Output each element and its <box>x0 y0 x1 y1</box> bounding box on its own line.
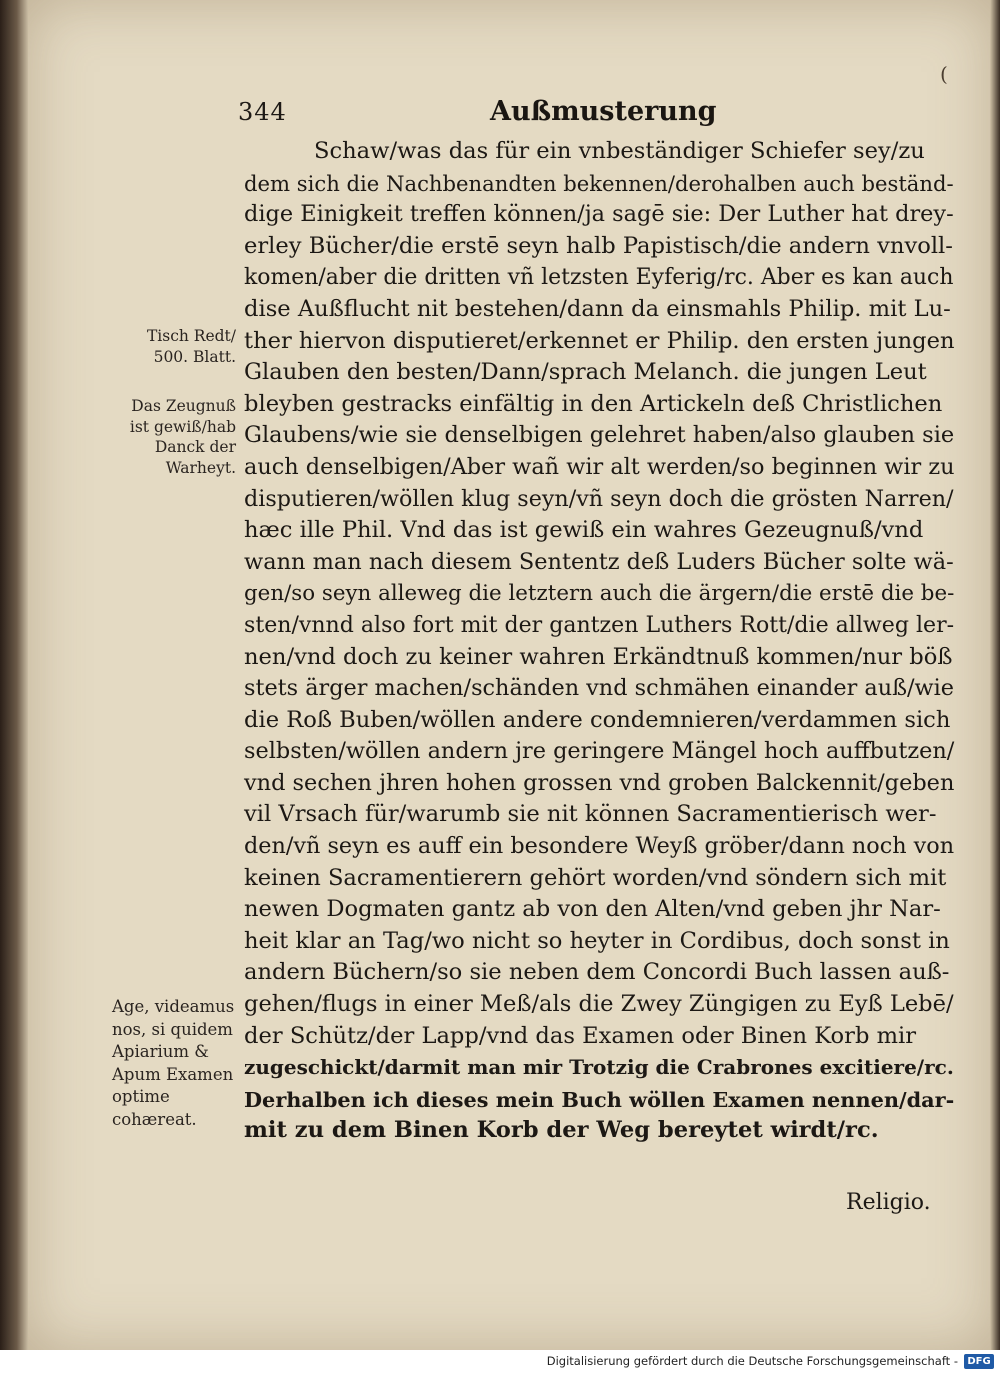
text-line: gen/so seyn alleweg die letztern auch die ärgern/die erstē die be- <box>244 581 955 607</box>
text-line: heit klar an Tag/wo nicht so heyter in Cordibus, doch sonst in <box>244 927 950 954</box>
text-line: dise Außflucht nit bestehen/dann da einsmahls Philip. mit Lu- <box>244 295 951 322</box>
page-number: 344 <box>238 98 287 126</box>
text-line: erley Bücher/die erstē seyn halb Papistisch/die andern vnvoll- <box>244 232 953 259</box>
text-line: selbsten/wöllen andern jre geringere Mängel hoch auffbutzen/ <box>244 738 955 765</box>
text-line: Glauben den besten/Dann/sprach Melanch. die jungen Leut <box>244 359 927 386</box>
text-line: Glaubens/wie sie denselbigen gelehret haben/also glauben sie <box>244 422 955 449</box>
corner-mark: ( <box>940 62 948 86</box>
text-line: disputieren/wöllen klug seyn/vñ seyn doch die grösten Narren/ <box>244 485 954 512</box>
book-spine <box>0 0 28 1350</box>
text-line: nen/vnd doch zu keiner wahren Erkändtnuß kommen/nur böß <box>244 643 953 670</box>
text-line: keinen Sacramentierern gehört worden/vnd söndern sich mit <box>244 864 947 891</box>
text-line: dem sich die Nachbenandten bekennen/derohalben auch beständ- <box>244 170 954 196</box>
footer-bar <box>0 1350 1000 1374</box>
running-head: Außmusterung <box>490 96 717 127</box>
text-line: bleyben gestracks einfältig in den Artickeln deß Christlichen <box>244 390 943 417</box>
text-line: der Schütz/der Lapp/vnd das Examen oder Binen Korb mir <box>244 1022 917 1049</box>
text-line: mit zu dem Binen Korb der Weg bereytet wirdt/rc. <box>244 1117 879 1144</box>
text-line: Derhalben ich dieses mein Buch wöllen Examen nennen/dar- <box>244 1086 955 1112</box>
text-line: vil Vrsach für/warumb sie nit können Sacramentierisch wer- <box>244 801 937 828</box>
page-edge <box>990 0 1000 1350</box>
text-line: auch denselbigen/Aber wañ wir alt werden/so beginnen wir zu <box>244 453 955 480</box>
text-line: newen Dogmaten gantz ab von den Alten/vnd geben jhr Nar- <box>244 896 941 923</box>
dfg-logo-icon: DFG <box>964 1354 994 1369</box>
margin-note-tischredt: Tisch Redt/ 500. Blatt. <box>146 327 236 366</box>
catchword: Religio. <box>846 1190 931 1215</box>
text-line: komen/aber die dritten vñ letzsten Eyferig/rc. Aber es kan auch <box>244 265 954 291</box>
text-line: vnd sechen jhren hohen grossen vnd groben Balckennit/geben <box>244 769 955 796</box>
margin-note-latin: Age, videamus nos, si quidem Apiarium & Apum Examen optime cohæreat. <box>112 997 235 1129</box>
text-line: hæc ille Phil. Vnd das ist gewiß ein wahres Gezeugnuß/vnd <box>244 517 924 544</box>
text-line: dige Einigkeit treffen können/ja sagē sie: Der Luther hat drey- <box>244 201 954 228</box>
margin-note-zeugnuss: Das Zeugnuß ist gewiß/hab Danck der Warheyt. <box>129 397 236 477</box>
text-line: andern Büchern/so sie neben dem Concordi Buch lassen auß- <box>244 959 950 986</box>
text-line: den/vñ seyn es auff ein besondere Weyß gröber/dann noch von <box>244 833 955 860</box>
text-line: Schaw/was das für ein vnbeständiger Schiefer sey/zu <box>314 138 925 164</box>
text-line: die Roß Buben/wöllen andere condemnieren/verdammen sich <box>244 706 951 733</box>
funding-credit: Digitalisierung gefördert durch die Deutsche Forschungsgemeinschaft - <box>546 1354 958 1368</box>
text-line: sten/vnnd also fort mit der gantzen Luthers Rott/die allweg ler- <box>244 612 955 638</box>
text-line: gehen/flugs in einer Meß/als die Zwey Züngigen zu Eyß Lebē/ <box>244 991 954 1018</box>
text-line: zugeschickt/darmit man mir Trotzig die Crabrones excitiere/rc. <box>244 1055 954 1080</box>
body-text <box>244 136 954 1147</box>
text-line: wann man nach diesem Sententz deß Luders Bücher solte wä- <box>244 548 954 575</box>
text-line: ther hiervon disputieret/erkennet er Philip. den ersten jungen <box>244 327 955 354</box>
text-line: stets ärger machen/schänden vnd schmähen einander auß/wie <box>244 675 955 702</box>
